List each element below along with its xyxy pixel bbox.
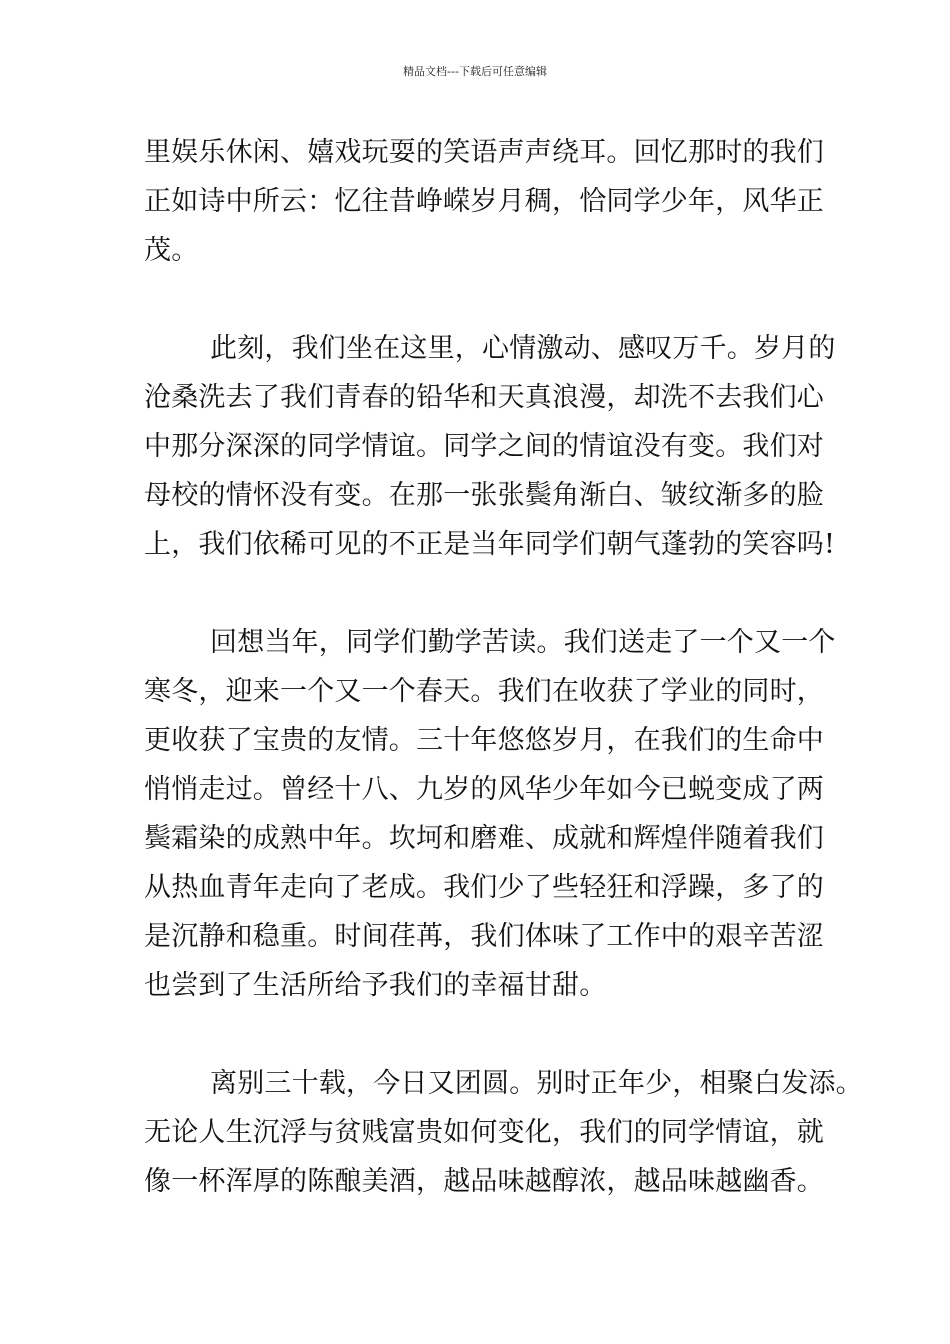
text-line: 也尝到了生活所给予我们的幸福甘甜。 bbox=[144, 970, 607, 1001]
text-line: 悄悄走过。曾经十八、九岁的风华少年如今已蜕变成了两 bbox=[144, 774, 824, 805]
paragraph bbox=[144, 128, 824, 275]
text-line: 鬓霜染的成熟中年。坎坷和磨难、成就和辉煌伴随着我们 bbox=[144, 823, 824, 854]
text-line: 母校的情怀没有变。在那一张张鬓角渐白、皱纹渐多的脸 bbox=[144, 480, 824, 511]
paragraph bbox=[144, 618, 836, 1010]
text-line: 茂。 bbox=[144, 235, 199, 266]
text-line: 回想当年，同学们勤学苦读。我们送走了一个又一个 bbox=[210, 627, 836, 658]
paragraph bbox=[144, 324, 836, 569]
text-line: 沧桑洗去了我们青春的铅华和天真浪漫，却洗不去我们心 bbox=[144, 382, 824, 413]
document-body bbox=[144, 128, 863, 1206]
paragraph bbox=[144, 1059, 863, 1206]
paragraph-spacer bbox=[144, 275, 814, 324]
text-line: 寒冬，迎来一个又一个春天。我们在收获了学业的同时， bbox=[144, 676, 824, 707]
paragraph-spacer bbox=[144, 1010, 814, 1059]
text-line: 是沉静和稳重。时间荏苒，我们体味了工作中的艰辛苦涩 bbox=[144, 921, 824, 952]
text-line: 上，我们依稀可见的不正是当年同学们朝气蓬勃的笑容吗! bbox=[144, 529, 836, 560]
text-line: 正如诗中所云：忆往昔峥嵘岁月稠，恰同学少年，风华正 bbox=[144, 186, 824, 217]
text-line: 此刻，我们坐在这里，心情激动、感叹万千。岁月的 bbox=[210, 333, 836, 364]
paragraph-spacer bbox=[144, 569, 814, 618]
text-line: 中那分深深的同学情谊。同学之间的情谊没有变。我们对 bbox=[144, 431, 824, 462]
text-line: 从热血青年走向了老成。我们少了些轻狂和浮躁，多了的 bbox=[144, 872, 824, 903]
text-line: 离别三十载，今日又团圆。别时正年少，相聚白发添。 bbox=[210, 1068, 863, 1099]
page-header: 精品文档---下载后可任意编辑 bbox=[403, 65, 547, 78]
text-line: 无论人生沉浮与贫贱富贵如何变化，我们的同学情谊，就 bbox=[144, 1117, 824, 1148]
text-line: 像一杯浑厚的陈酿美酒，越品味越醇浓，越品味越幽香。 bbox=[144, 1166, 824, 1197]
text-line: 更收获了宝贵的友情。三十年悠悠岁月，在我们的生命中 bbox=[144, 725, 824, 756]
text-line: 里娱乐休闲、嬉戏玩耍的笑语声声绕耳。回忆那时的我们 bbox=[144, 137, 824, 168]
